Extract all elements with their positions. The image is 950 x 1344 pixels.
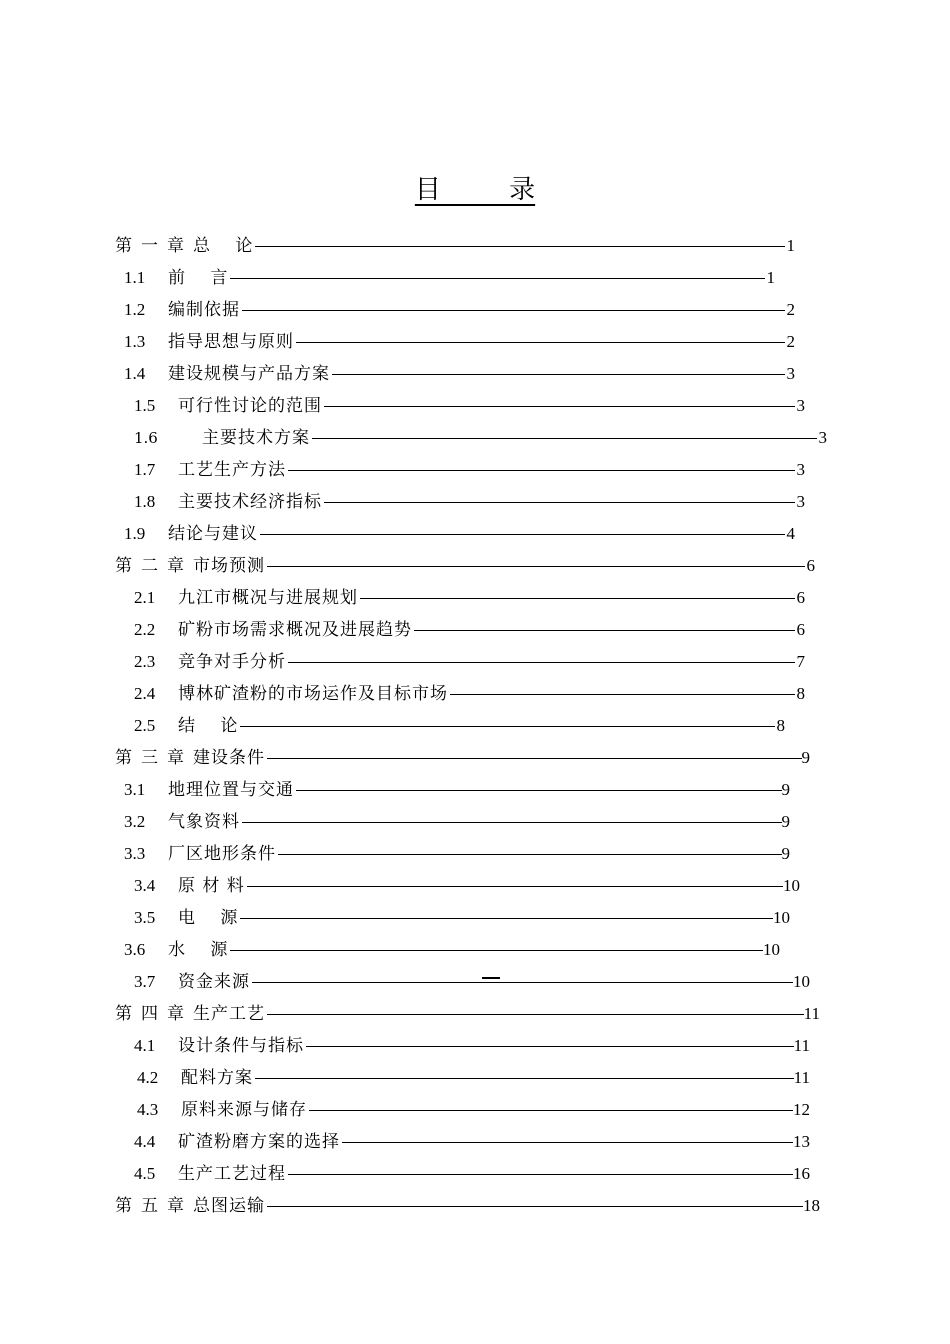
toc-leader-line (230, 278, 764, 279)
toc-entry-number: 3.4 (134, 876, 156, 895)
toc-entry[interactable] (134, 1126, 810, 1158)
toc-leader-line (360, 598, 795, 599)
toc-entry[interactable] (134, 614, 805, 646)
toc-entry-number: 3.3 (124, 844, 146, 863)
toc-leader-line (324, 406, 795, 407)
toc-entry-page: 3 (796, 396, 805, 415)
toc-entry-number: 3.5 (134, 908, 156, 927)
toc-leader-line (306, 1046, 794, 1047)
toc-leader-line (324, 502, 795, 503)
toc-entry-page: 3 (818, 428, 827, 447)
toc-entry-number: 1.2 (124, 300, 146, 319)
toc-entry-number: 第二章 (115, 556, 193, 575)
toc-entry-label: 生产工艺 (193, 1004, 265, 1024)
toc-entry-label: 气象资料 (168, 812, 240, 832)
toc-entry-label: 电 源 (178, 908, 239, 928)
toc-entry-page: 10 (763, 940, 780, 959)
toc-entry-label: 地理位置与交通 (168, 780, 294, 800)
toc-entry-number: 第一章 (115, 236, 193, 255)
toc-entry[interactable] (115, 1190, 820, 1222)
toc-entry[interactable] (134, 678, 805, 710)
toc-leader-line (414, 630, 795, 631)
toc-entry[interactable] (134, 710, 785, 742)
toc-entry[interactable] (124, 518, 795, 550)
toc-entry-label: 厂区地形条件 (168, 844, 276, 864)
toc-leader-line (450, 694, 795, 695)
toc-entry-label: 矿渣粉磨方案的选择 (178, 1132, 340, 1152)
toc-entry-page: 3 (796, 492, 805, 511)
toc-entry-page: 6 (796, 588, 805, 607)
toc-entry[interactable] (137, 1094, 810, 1126)
toc-entry-label: 主要技术经济指标 (178, 492, 322, 512)
toc-entry-label: 设计条件与指标 (178, 1036, 304, 1056)
toc-entry-label: 原 材 料 (178, 876, 245, 896)
toc-entry[interactable] (134, 902, 790, 934)
toc-entry[interactable] (115, 550, 815, 582)
toc-entry-label: 前 言 (168, 268, 229, 288)
toc-entry-page: 6 (796, 620, 805, 639)
toc-entry-page: 1 (766, 268, 775, 287)
toc-leader-line (342, 1142, 793, 1143)
toc-entry-number: 2.3 (134, 652, 156, 671)
toc-entry-number: 1.6 (134, 429, 158, 447)
toc-entry-number: 1.9 (124, 524, 146, 543)
toc-entry-label: 主要技术方案 (202, 428, 310, 448)
toc-entry-label: 工艺生产方法 (178, 460, 286, 480)
toc-entry-page: 11 (793, 1068, 810, 1087)
toc-entry[interactable] (124, 934, 780, 966)
toc-entry[interactable] (134, 1158, 810, 1190)
toc-entry-label: 建设规模与产品方案 (168, 364, 330, 384)
toc-entry[interactable] (134, 422, 827, 454)
toc-entry-label: 结论与建议 (168, 524, 258, 544)
toc-leader-line (267, 1206, 803, 1207)
toc-entry-label: 指导思想与原则 (168, 332, 294, 352)
title-text: 目 录 (414, 175, 536, 205)
toc-leader-line (240, 918, 773, 919)
page-title (0, 170, 950, 210)
toc-entry-page: 10 (773, 908, 790, 927)
toc-leader-line (332, 374, 785, 375)
toc-entry-number: 1.7 (134, 460, 156, 479)
toc-entry[interactable] (115, 742, 810, 774)
toc-entry[interactable] (134, 1030, 810, 1062)
toc-entry-number: 4.1 (134, 1036, 156, 1055)
toc-entry-page: 18 (803, 1196, 820, 1215)
toc-entry-number: 2.4 (134, 684, 156, 703)
toc-entry-page: 2 (786, 300, 795, 319)
toc-entry[interactable] (115, 998, 820, 1030)
toc-entry[interactable] (124, 358, 795, 390)
toc-leader-line (296, 790, 782, 791)
toc-leader-line (312, 438, 817, 439)
toc-leader-line (247, 886, 783, 887)
toc-entry-number: 2.5 (134, 716, 156, 735)
toc-entry-number: 3.7 (134, 972, 156, 991)
toc-entry-number: 4.5 (134, 1164, 156, 1183)
toc-entry-page: 10 (783, 876, 800, 895)
toc-entry[interactable] (134, 966, 810, 998)
toc-entry-label: 生产工艺过程 (178, 1164, 286, 1184)
toc-entry-number: 3.1 (124, 780, 146, 799)
toc-entry[interactable] (124, 262, 775, 294)
toc-leader-line (267, 758, 802, 759)
toc-entry-page: 9 (781, 812, 790, 831)
toc-leader-line (296, 342, 785, 343)
toc-entry-number: 4.3 (137, 1100, 159, 1119)
toc-leader-line (267, 566, 805, 567)
toc-leader-line (309, 1110, 793, 1111)
toc-entry-number: 第四章 (115, 1004, 193, 1023)
toc-entry[interactable] (134, 582, 805, 614)
toc-entry-page: 3 (796, 460, 805, 479)
toc-entry-label: 九江市概况与进展规划 (178, 588, 358, 608)
toc-entry-number: 3.6 (124, 940, 146, 959)
toc-leader-line (255, 246, 784, 247)
toc-leader-line (230, 950, 763, 951)
toc-entry-number: 第三章 (115, 748, 193, 767)
toc-entry-page: 3 (786, 364, 795, 383)
toc-entry-page: 12 (793, 1100, 810, 1119)
toc-entry-page: 9 (781, 844, 790, 863)
toc-entry[interactable] (115, 230, 795, 262)
toc-entry-number: 3.2 (124, 812, 146, 831)
toc-entry-number: 1.1 (124, 268, 146, 287)
toc-entry-label: 资金来源 (178, 972, 250, 992)
toc-entry-page: 13 (793, 1132, 810, 1151)
toc-entry-label: 竞争对手分析 (178, 652, 286, 672)
toc-entry[interactable] (134, 454, 805, 486)
toc-leader-line (288, 470, 795, 471)
toc-entry-number: 1.5 (134, 396, 156, 415)
toc-entry-page: 9 (781, 780, 790, 799)
stray-dash-mark (482, 977, 500, 979)
toc-leader-line (288, 1174, 793, 1175)
toc-entry-page: 16 (793, 1164, 810, 1183)
toc-entry-page: 10 (793, 972, 810, 991)
toc-leader-line (267, 1014, 804, 1015)
toc-entry-number: 4.4 (134, 1132, 156, 1151)
toc-leader-line (242, 310, 785, 311)
toc-entry[interactable] (137, 1062, 810, 1094)
toc-entry-number: 2.1 (134, 588, 156, 607)
toc-leader-line (288, 662, 795, 663)
toc-entry[interactable] (134, 870, 800, 902)
toc-entry-label: 博林矿渣粉的市场运作及目标市场 (178, 684, 448, 704)
toc-leader-line (242, 822, 782, 823)
toc-entry-page: 1 (786, 236, 795, 255)
toc-entry[interactable] (134, 486, 805, 518)
toc-entry-label: 编制依据 (168, 300, 240, 320)
toc-entry-page: 11 (793, 1036, 810, 1055)
toc-entry-page: 8 (776, 716, 785, 735)
toc-entry-number: 2.2 (134, 620, 156, 639)
toc-entry-label: 水 源 (168, 940, 229, 960)
toc-leader-line (278, 854, 782, 855)
toc-leader-line (260, 534, 785, 535)
toc-entry[interactable] (124, 294, 795, 326)
toc-entry-page: 9 (801, 748, 810, 767)
toc-entry-page: 6 (806, 556, 815, 575)
toc-entry-number: 4.2 (137, 1068, 159, 1087)
toc-entry-page: 11 (803, 1004, 820, 1023)
toc-entry-label: 市场预测 (193, 556, 265, 576)
toc-entry-number: 1.8 (134, 492, 156, 511)
toc-entry[interactable] (134, 390, 805, 422)
toc-entry[interactable] (134, 646, 805, 678)
toc-entry-number: 1.3 (124, 332, 146, 351)
toc-entry-label: 配料方案 (181, 1068, 253, 1088)
toc-entry[interactable] (124, 774, 790, 806)
toc-entry-label: 矿粉市场需求概况及进展趋势 (178, 620, 412, 640)
toc-entry-label: 总 论 (193, 236, 254, 256)
toc-entry-page: 7 (796, 652, 805, 671)
toc-entry[interactable] (124, 838, 790, 870)
toc-entry-label: 结 论 (178, 716, 239, 736)
toc-entry-number: 1.4 (124, 364, 146, 383)
toc-entry-page: 8 (796, 684, 805, 703)
toc-leader-line (255, 1078, 794, 1079)
toc-entry-label: 总图运输 (193, 1196, 265, 1216)
toc-leader-line (252, 982, 793, 983)
toc-entry-page: 2 (786, 332, 795, 351)
toc-entry-number: 第五章 (115, 1196, 193, 1215)
toc-entry-label: 原料来源与储存 (181, 1100, 307, 1120)
toc-entry[interactable] (124, 326, 795, 358)
toc-entry-page: 4 (786, 524, 795, 543)
toc-leader-line (240, 726, 774, 727)
toc-entry-label: 建设条件 (193, 748, 265, 768)
toc-entry[interactable] (124, 806, 790, 838)
toc-entry-label: 可行性讨论的范围 (178, 396, 322, 416)
